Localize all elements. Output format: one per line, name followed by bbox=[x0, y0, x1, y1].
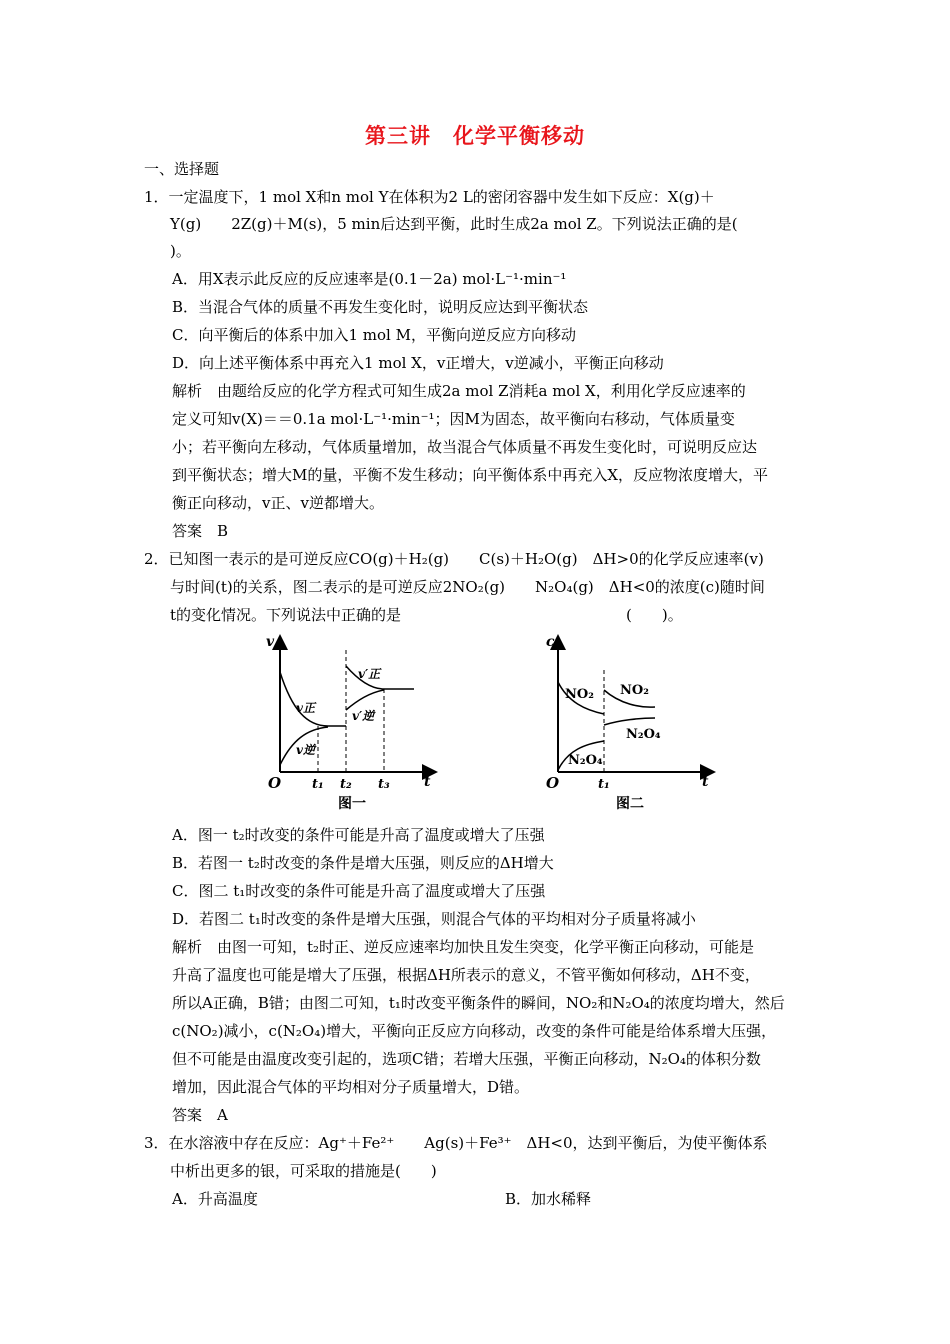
v-forward-curve bbox=[280, 672, 346, 726]
q2-option-c: C．图二 t₁时改变的条件可能是升高了温度或增大了压强 bbox=[172, 882, 546, 900]
q3-option-b: B．加水稀释 bbox=[505, 1190, 592, 1208]
q1-stem-line: 1．一定温度下，1 mol X和n mol Y在体积为2 L的密闭容器中发生如下反应：X(g)＋ bbox=[144, 188, 715, 206]
y-axis-label: v bbox=[266, 634, 275, 650]
figure-2-concentration-time-graph bbox=[540, 630, 720, 815]
curve-label: v′逆 bbox=[352, 709, 375, 723]
q1-analysis-line: 衡正向移动，v正、v逆都增大。 bbox=[172, 494, 384, 512]
origin-label: O bbox=[268, 774, 282, 792]
q2-option-b: B．若图一 t₂时改变的条件是增大压强，则反应的ΔH增大 bbox=[172, 854, 554, 872]
tick-label: t₁ bbox=[598, 777, 610, 792]
q1-option-b: B．当混合气体的质量不再发生变化时，说明反应达到平衡状态 bbox=[172, 298, 589, 316]
curve-label: N₂O₄ bbox=[626, 727, 661, 742]
q1-analysis-line: 小；若平衡向左移动，气体质量增加，故当混合气体质量不再发生变化时，可说明反应达 bbox=[172, 438, 758, 456]
q2-stem-line: 2．已知图一表示的是可逆反应CO(g)＋H₂(g) C(s)＋H₂O(g) ΔH>0的化学反应速率(v) bbox=[144, 550, 764, 568]
tick-label: t₃ bbox=[378, 777, 390, 792]
page-title: 第三讲 化学平衡移动 bbox=[365, 124, 585, 148]
curve-label: NO₂ bbox=[565, 687, 594, 702]
x-axis-label: t bbox=[424, 774, 431, 790]
n2o4-curve-after bbox=[604, 718, 655, 725]
q2-analysis-line: 升高了温度也可能是增大了压强，根据ΔH所表示的意义，不管平衡如何移动，ΔH不变， bbox=[172, 966, 760, 984]
v-prime-reverse-curve bbox=[346, 690, 384, 710]
q2-stem-line: 与时间(t)的关系，图二表示的是可逆反应2NO₂(g) N₂O₄(g) ΔH<0的浓度(c)随时间 bbox=[170, 578, 765, 596]
tick-label: t₂ bbox=[340, 777, 352, 792]
x-axis-label: t bbox=[702, 774, 709, 790]
q1-option-d: D．向上述平衡体系中再充入1 mol X，v正增大，v逆减小，平衡正向移动 bbox=[172, 354, 664, 372]
figure-caption: 图一 bbox=[338, 796, 366, 812]
q2-analysis-line: c(NO₂)减小，c(N₂O₄)增大，平衡向正反应方向移动，改变的条件可能是给体系增大压强， bbox=[172, 1022, 777, 1040]
q2-analysis-line: 所以A正确，B错；由图二可知，t₁时改变平衡条件的瞬间，NO₂和N₂O₄的浓度均增大，然后 bbox=[172, 994, 785, 1012]
q1-analysis-line: 到平衡状态；增大M的量，平衡不发生移动；向平衡体系中再充入X，反应物浓度增大，平 bbox=[172, 466, 769, 484]
q2-analysis-line: 解析 由图一可知，t₂时正、逆反应速率均加快且发生突变，化学平衡正向移动，可能是 bbox=[172, 938, 755, 956]
figure-caption: 图二 bbox=[616, 796, 644, 812]
curve-label: v′正 bbox=[358, 667, 381, 681]
curve-label: NO₂ bbox=[620, 683, 649, 698]
figure-1-rate-time-graph bbox=[262, 630, 442, 815]
q1-analysis-line: 解析 由题给反应的化学方程式可知生成2a mol Z消耗a mol X，利用化学反应速率的 bbox=[172, 382, 746, 400]
q1-stem-line: Y(g) 2Z(g)＋M(s)，5 min后达到平衡，此时生成2a mol Z。下列说法正确的是( bbox=[170, 215, 738, 233]
curve-label: v正 bbox=[296, 701, 315, 715]
q3-option-a: A．升高温度 bbox=[172, 1190, 258, 1208]
q2-option-d: D．若图二 t₁时改变的条件是增大压强，则混合气体的平均相对分子质量将减小 bbox=[172, 910, 696, 928]
curve-label: N₂O₄ bbox=[568, 753, 603, 768]
q2-analysis-line: 增加，因此混合气体的平均相对分子质量增大，D错。 bbox=[172, 1078, 530, 1096]
tick-label: t₁ bbox=[312, 777, 324, 792]
q2-stem-line: t的变化情况。下列说法中正确的是 ( )。 bbox=[170, 606, 683, 624]
origin-label: O bbox=[546, 774, 560, 792]
y-axis-label: c bbox=[546, 634, 555, 650]
q1-option-c: C．向平衡后的体系中加入1 mol M，平衡向逆反应方向移动 bbox=[172, 326, 576, 344]
q1-answer: 答案 B bbox=[172, 522, 229, 540]
section-heading: 一、选择题 bbox=[144, 160, 220, 178]
q1-option-a: A．用X表示此反应的反应速率是(0.1－2a) mol·L⁻¹·min⁻¹ bbox=[172, 270, 567, 288]
q2-option-a: A．图一 t₂时改变的条件可能是升高了温度或增大了压强 bbox=[172, 826, 545, 844]
q2-analysis-line: 但不可能是由温度改变引起的，选项C错；若增大压强，平衡正向移动，N₂O₄的体积分数 bbox=[172, 1050, 761, 1068]
q2-answer: 答案 A bbox=[172, 1106, 228, 1124]
q3-stem-line: 3．在水溶液中存在反应：Ag⁺＋Fe²⁺ Ag(s)＋Fe³⁺ ΔH<0，达到平衡后，为使平衡体系 bbox=[144, 1134, 768, 1152]
q3-stem-line: 中析出更多的银，可采取的措施是( ) bbox=[170, 1162, 437, 1180]
q1-stem-line: )。 bbox=[170, 242, 191, 260]
curve-label: v逆 bbox=[296, 743, 315, 757]
q1-analysis-line: 定义可知v(X)＝＝0.1a mol·L⁻¹·min⁻¹；因M为固态，故平衡向右移动，气体质量变 bbox=[172, 410, 735, 428]
